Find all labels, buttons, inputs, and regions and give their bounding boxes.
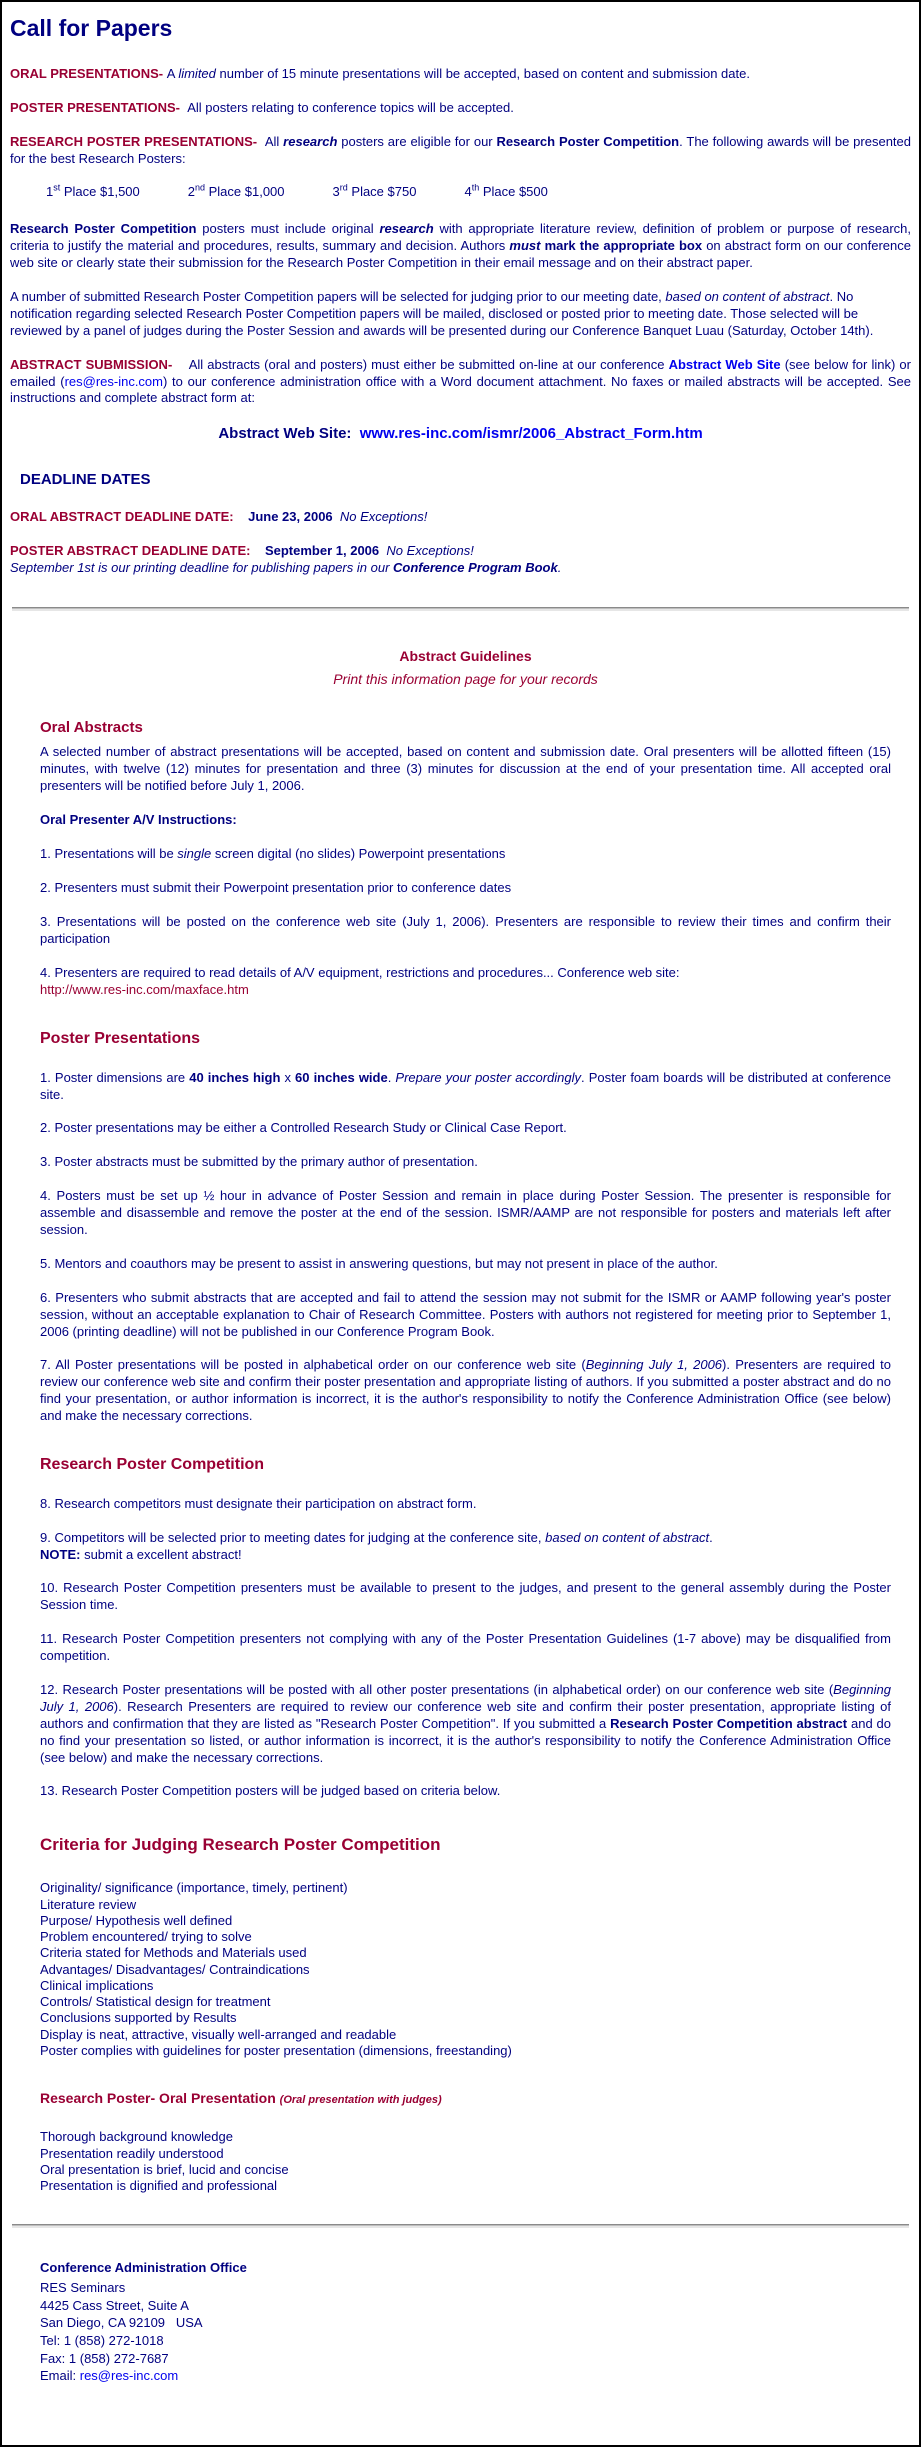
text-run: Beginning July 1, 2006 [585,1357,723,1373]
text-run: - [175,99,188,115]
text-run: POSTER ABSTRACT DEADLINE DATE: [10,543,251,559]
text-run: number of 15 minute presentations will be accepted, based on content and submission date. [215,65,750,81]
list-line: Conclusions supported by Results [40,2010,237,2026]
text-run: 2. Poster presentations may be either a Controlled Research Study or Clinical Case Report. [40,1120,567,1136]
list-line: Oral presentation is brief, lucid and concise [40,2161,289,2177]
text-run: 9. Competitors will be selected prior to meeting dates for judging at the conference site, [40,1529,546,1545]
oral-deadline-line [10,509,911,526]
text-run: All [264,133,284,149]
text-run: posters are eligible for our [337,133,497,149]
list-line: Presentation readily understood [40,2145,224,2161]
competition-requirements-paragraph [10,221,911,272]
text-run: (Oral presentation with judges) [279,2094,442,2107]
list-line: Display is neat, attractive, visually well-arranged and readable [40,2026,397,2042]
paragraph-item [188,184,285,199]
paragraph-item [464,184,547,199]
text-run: Email: [40,2368,80,2384]
list-line: Advantages/ Disadvantages/ Contraindications [40,1961,310,1977]
text-run: 3 [332,184,340,200]
text-run: 1. Presentations will be [40,846,178,862]
text-run: 2 [187,184,195,200]
text-run [251,543,265,558]
text-run: All posters relating to conference topics will be accepted. [187,99,514,115]
text-run: and do no find your presentation so listed, or author information is incorrect, it is the author's responsibility to notify the Conference Administration Office (see below) and make the necessary corrections. [40,1715,892,1765]
list-line: Purpose/ Hypothesis well defined [40,1912,233,1928]
text-run: submit a excellent abstract! [80,1546,242,1562]
list-line: Presentation is dignified and professional [40,2178,278,2194]
text-run: 60 inches wide [295,1069,388,1085]
list-line: Poster complies with guidelines for poster presentation (dimensions, freestanding) [40,2042,512,2058]
text-run: nd [195,183,206,194]
text-run: 40 inches high [189,1069,281,1085]
list-line: Literature review [40,1896,137,1912]
research-poster-competition-heading: Research Poster Competition [40,1455,265,1473]
text-run: Place $1,500 [60,184,140,200]
text-run: 12. Research Poster presentations will be posted with all other poster presentations (in alphabetical order) on our conference web site ( [40,1682,834,1697]
oral-abstracts-heading: Oral Abstracts [40,719,143,737]
text-run: Conference Program Book [393,560,558,576]
text-run: 3. Presentations will be posted on the conference web site (July 1, 2006). Presenters are responsible to review their times and confirm their participation [40,914,891,947]
text-run: A [166,65,179,81]
link[interactable]: Abstract Web Site [668,356,781,372]
text-run: September 1, 2006 [264,543,380,559]
text-run: . No notification regarding selected Research Poster Competition papers will be mailed, disclosed or posted prior to meeting date. Those selected will be reviewed by a panel of judges during the Poster Session and awards will be presented during our Conference Banquet Luau (Saturday, October 14th). [10,289,874,338]
conference-admin-office-heading: Conference Administration Office [40,2260,247,2276]
paragraph-item [40,1290,891,1341]
paragraph-item [40,1154,891,1171]
link[interactable]: res@res-inc.com [64,373,163,389]
av-instructions-heading: Oral Presenter A/V Instructions: [40,811,237,827]
judging-selection-paragraph [10,289,911,340]
text-run: ) to our conference administration office with a Word document attachment. No faxes or mailed abstracts will be accepted. See instructions and complete abstract form at: [10,373,911,406]
paragraph-item [40,1070,891,1104]
text-run: ABSTRACT SUBMISSION [10,356,168,372]
text-run: 1. Poster dimensions are [40,1069,190,1085]
abstract-guidelines-section [40,647,891,2194]
text-run: 8. Research competitors must designate their participation on abstract form. [40,1495,477,1511]
text-run: RESEARCH POSTER PRESENTATIONS [10,133,253,149]
text-run: 13. Research Poster Competition posters will be judged based on criteria below. [40,1783,501,1799]
deadline-dates-heading: DEADLINE DATES [20,470,151,488]
text-run: 2. Presenters must submit their Powerpoint presentation prior to conference dates [40,880,512,896]
print-records-note: Print this information page for your records [333,671,598,688]
paragraph-item [40,965,891,999]
text-run: No Exceptions! [386,543,474,559]
competition-guidelines-list [40,1496,891,1801]
text-run: - [252,133,265,149]
text-run: 6. Presenters who submit abstracts that are accepted and fail to attend the session may not submit for the ISMR or AAMP following year's poster session, without an acceptable explanation to Chair of Research Committee. Posters with authors not registered for meeting prior to September 1, 2006 (printing deadline) will not be published in our Conference Program Book. [40,1289,891,1339]
text-run: A selected number of abstract presentations will be accepted, based on content and submission date. Oral presenters will be allotted fifteen (15) minutes, with twelve (12) minutes for presentation and three (3) minutes for discussion at the end of your presentation time. All accepted oral presenters will be notified before July 1, 2006. [40,743,891,793]
contact-email-line [40,2367,911,2385]
text-run: . Poster foam boards will be distributed at conference site. [40,1069,891,1102]
text-run: 5. Mentors and coauthors may be present to assist in answering questions, but may not present in place of the author. [40,1255,718,1271]
text-run: - [167,356,189,372]
text-run: No Exceptions! [339,509,428,525]
text-run: research [379,221,434,237]
text-run: - [158,65,167,81]
contact-footer [40,2260,911,2384]
list-line: Problem encountered/ trying to solve [40,1929,252,1945]
text-run: . [709,1529,713,1545]
text-run: mark the appropriate box [540,238,703,254]
poster-guidelines-list [40,1070,891,1425]
contact-address-lines [40,2279,911,2367]
poster-deadline-line [10,543,911,577]
text-run: on abstract form on our conference web site or clearly state their submission for the Research Poster Competition in their email message and on their abstract paper. [10,238,911,271]
oral-abstracts-paragraph [40,744,891,795]
text-run [333,509,340,524]
text-run [234,509,248,524]
paragraph-item [40,846,891,863]
text-run: (see below for link) or emailed ( [10,356,911,389]
paragraph-item [40,1682,891,1766]
text-run: Prepare your poster accordingly [395,1069,582,1085]
text-run: 7. All Poster presentations will be posted in alphabetical order on our conference web site ( [40,1357,586,1373]
oral-presentations-paragraph [10,66,911,83]
list-line: San Diego, CA 92109 USA [40,2315,203,2331]
judging-criteria-list [40,1880,891,2059]
text-run: Place $750 [347,184,417,200]
text-run: Research Poster Competition [10,221,197,237]
text-run: : [346,425,360,443]
text-run: . [387,1069,396,1085]
list-line: Tel: 1 (858) 272-1018 [40,2333,164,2349]
paragraph-item [40,1580,891,1614]
text-run: NOTE: [40,1546,81,1562]
text-run: x [280,1069,296,1085]
paragraph-item [40,1530,891,1564]
horizontal-rule [12,607,909,611]
judging-criteria-heading: Criteria for Judging Research Poster Competition [40,1835,441,1855]
text-run: must [509,238,541,254]
text-run: Research Poster Competition abstract [610,1715,848,1731]
paragraph-item [46,184,140,199]
paragraph-item [40,1357,891,1425]
av-instructions-list [40,846,891,998]
text-run: single [177,846,212,862]
list-line: 4425 Cass Street, Suite A [40,2297,189,2313]
text-run: ORAL PRESENTATIONS [10,65,159,81]
text-run: June 23, 2006 [248,509,333,525]
text-run: based on content of abstract [665,289,830,305]
page-title: Call for Papers [10,15,173,41]
text-run: A number of submitted Research Poster Competition papers will be selected for judging prior to our meeting date, [10,289,666,305]
paragraph-item [40,1783,891,1800]
text-run: POSTER PRESENTATIONS [10,99,176,115]
text-run: 4. Posters must be set up ½ hour in advance of Poster Session and remain in place during Poster Session. The presenter is responsible for assemble and disassemble and remove the poster at the end of the session. ISMR/AAMP are not responsible for posters and materials left after session. [40,1188,891,1237]
text-run: th [471,183,480,194]
text-run: ORAL ABSTRACT DEADLINE DATE: [10,509,234,525]
text-run: posters must include original [196,221,380,237]
text-run: ). Research Presenters are required to review our conference web site and confirm their poster presentation, appropriate listing of authors and confirmation that they are listed as "Research Poster Competition". If you submitted a [40,1698,891,1731]
paragraph-item [40,1496,891,1513]
poster-presentations-heading: Poster Presentations [40,1029,201,1047]
text-run: 11. Research Poster Competition presenters not complying with any of the Poster Presentation Guidelines (1-7 above) may be disqualified from competition. [40,1631,891,1664]
paragraph-item [40,880,891,897]
text-run: screen digital (no slides) Powerpoint presentations [211,846,506,862]
text-run: st [53,183,61,194]
text-run: Place $500 [479,184,548,200]
paragraph-item [40,1120,891,1137]
paragraph-item [40,914,891,948]
link[interactable]: www.res-inc.com/ismr/2006_Abstract_Form.htm [359,425,703,443]
research-poster-oral-heading [40,2089,891,2107]
paragraph-item [40,1256,891,1273]
text-run: based on content of abstract [545,1529,710,1545]
text-run: . [557,560,562,576]
list-line: Clinical implications [40,1977,154,1993]
list-line: Criteria stated for Methods and Materials used [40,1945,307,1961]
text-run: Research Poster Competition [496,133,680,149]
abstract-submission-paragraph [10,357,911,408]
text-run: rd [339,183,348,194]
poster-presentations-paragraph [10,100,911,117]
text-run: Beginning July 1, 2006 [40,1682,891,1714]
horizontal-rule [12,2224,909,2228]
text-run: 4. Presenters are required to read details of A/V equipment, restrictions and procedures... Conference web site: [40,965,680,981]
list-line: Originality/ significance (importance, timely, pertinent) [40,1880,348,1896]
text-run: September 1st is our printing deadline for publishing papers in our [10,560,394,576]
paragraph-item [40,1631,891,1665]
list-line: Controls/ Statistical design for treatment [40,1994,271,2010]
paragraph-item [40,1188,891,1239]
text-run: 4 [464,184,472,200]
list-line: Thorough background knowledge [40,2129,233,2145]
link[interactable]: http://www.res-inc.com/maxface.htm [40,981,249,997]
abstract-web-site-line [10,424,911,444]
text-run: All abstracts (oral and posters) must either be submitted on-line at our conference [188,356,669,372]
list-line: Fax: 1 (858) 272-7687 [40,2350,169,2366]
text-run: ). Presenters are required to review our conference web site and confirm their poster presentation and appropriate listing of authors. If you submitted a poster abstract and do no find your presentation, or author information is incorrect, it is the author's responsibility to notify the Conference Administration Office (see below) and make the necessary corrections. [40,1357,892,1424]
paragraph-item [333,184,417,199]
abstract-guidelines-heading: Abstract Guidelines [399,648,532,665]
link[interactable]: res@res-inc.com [79,2368,179,2384]
text-run: with appropriate literature review, definition of problem or purpose of research, criteria to justify the material and procedures, results, summary and decision. Authors [10,221,911,254]
awards-line [46,184,911,201]
text-run: Abstract Web Site [218,425,347,443]
text-run: research [283,133,338,149]
text-run: Research Poster- Oral Presentation [40,2090,280,2107]
list-line: RES Seminars [40,2280,126,2296]
research-poster-presentations-paragraph [10,134,911,168]
oral-presentation-criteria-list [40,2129,891,2194]
text-run: 1 [46,184,54,200]
text-run: 3. Poster abstracts must be submitted by the primary author of presentation. [40,1154,478,1170]
text-run: . The following awards will be presented for the best Research Posters: [10,133,912,166]
text-run: limited [178,65,216,81]
text-run: Place $1,000 [205,184,285,200]
text-run: 10. Research Poster Competition presenters must be available to present to the judges, and present to the general assembly during the Poster Session time. [40,1580,891,1613]
